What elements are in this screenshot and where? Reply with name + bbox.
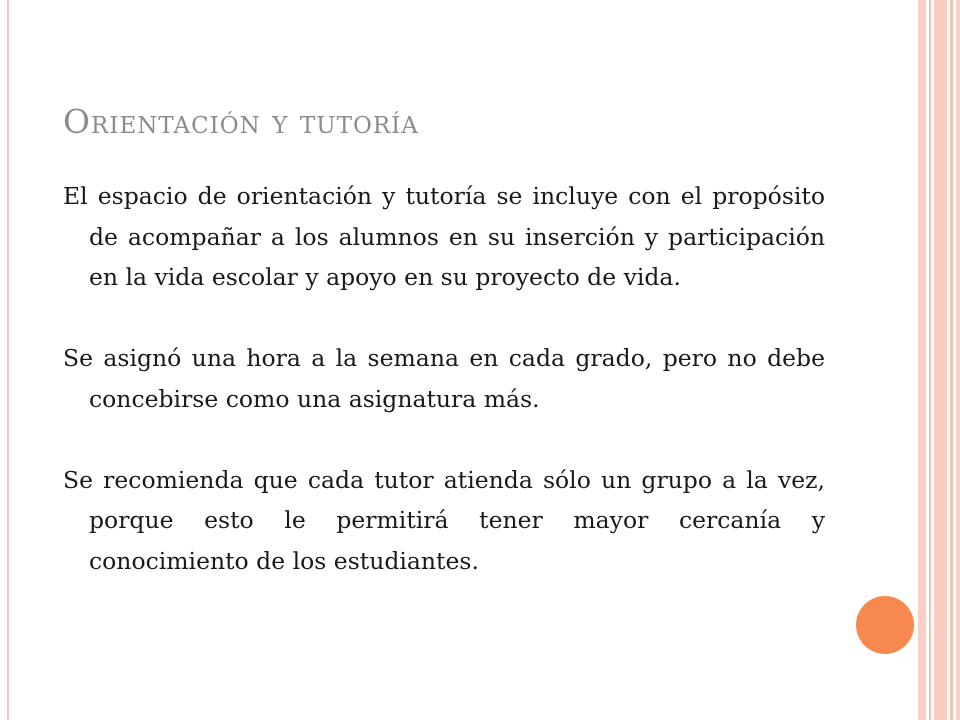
paragraph-1: El espacio de orientación y tutoría se incluye con el propósito de acompañar a los alumnos en su inserción y participación en la vida escolar y apoyo en su proyecto de vida. <box>63 182 825 291</box>
left-border-line <box>7 0 9 720</box>
accent-circle <box>856 596 914 654</box>
right-decorative-stripe <box>950 0 953 720</box>
slide-title: Orientación y tutoría <box>63 102 419 141</box>
right-decorative-stripe <box>934 0 947 720</box>
slide-body <box>63 176 825 622</box>
right-decorative-stripe <box>956 0 960 720</box>
right-decorative-stripe <box>929 0 931 720</box>
paragraph-2: Se asignó una hora a la semana en cada grado, pero no debe concebirse como una asignatura más. <box>63 344 825 413</box>
right-decorative-stripe <box>918 0 926 720</box>
paragraph-3: Se recomienda que cada tutor atienda sólo un grupo a la vez, porque esto le permitirá tener mayor cercanía y conocimiento de los estudiantes. <box>63 465 825 575</box>
